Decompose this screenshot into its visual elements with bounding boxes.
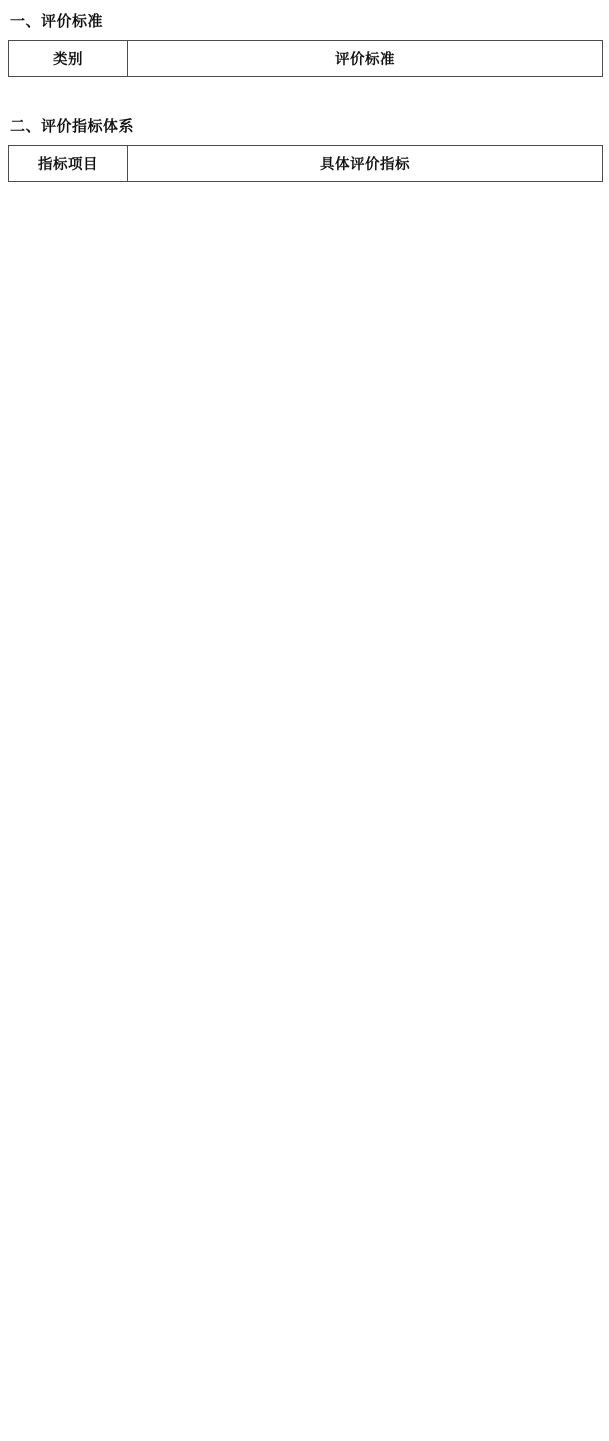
document-page: [0, 0, 609, 192]
section-2-title: 二、评价指标体系: [10, 118, 135, 135]
evaluation-standards-table: [8, 40, 603, 77]
indicator-item-column-header: 指标项目: [9, 146, 128, 182]
category-column-header: 类别: [9, 41, 128, 77]
table-header-row: [9, 146, 603, 182]
specific-indicator-column-header: 具体评价指标: [128, 146, 603, 182]
standards-column-header: 评价标准: [128, 41, 603, 77]
section-1-title: 一、评价标准: [10, 13, 104, 30]
table-header-row: [9, 41, 603, 77]
evaluation-indicators-table: [8, 145, 603, 182]
